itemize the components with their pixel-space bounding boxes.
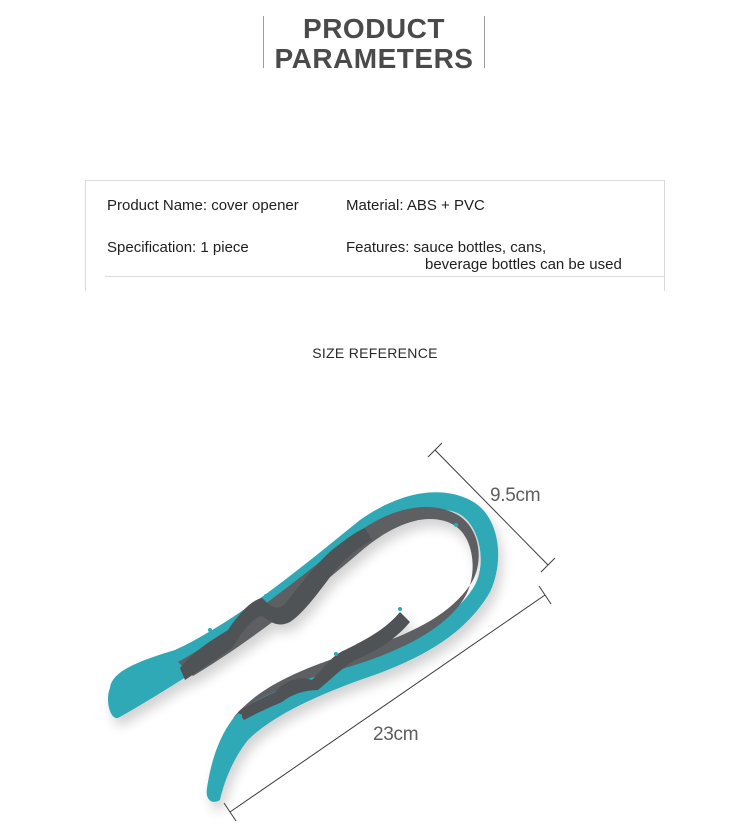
size-reference-title: SIZE REFERENCE <box>312 345 438 361</box>
title-line-1: PRODUCT <box>303 13 445 44</box>
rivet-2 <box>264 594 268 598</box>
opener-teal-shell <box>108 492 498 802</box>
rivet-6 <box>334 652 338 656</box>
length-dimension-tick-start <box>539 586 551 604</box>
width-label: 9.5cm <box>490 485 541 506</box>
param-features: Features: sauce bottles, cans, <box>346 239 547 256</box>
length-dimension-tick-end <box>224 803 236 821</box>
param-material: Material: ABS + PVC <box>346 197 485 214</box>
param-features-continued: beverage bottles can be used <box>425 256 622 273</box>
rivet-5 <box>398 607 402 611</box>
jar-opener-image <box>108 492 498 802</box>
title-line-2: PARAMETERS <box>274 43 474 74</box>
param-specification: Specification: 1 piece <box>107 239 249 256</box>
rivet-7 <box>238 714 242 718</box>
length-label: 23cm <box>373 724 419 745</box>
rivet-1 <box>208 628 212 632</box>
param-product-name: Product Name: cover opener <box>107 197 299 214</box>
rivet-4 <box>454 523 458 527</box>
rivet-3 <box>334 541 338 545</box>
